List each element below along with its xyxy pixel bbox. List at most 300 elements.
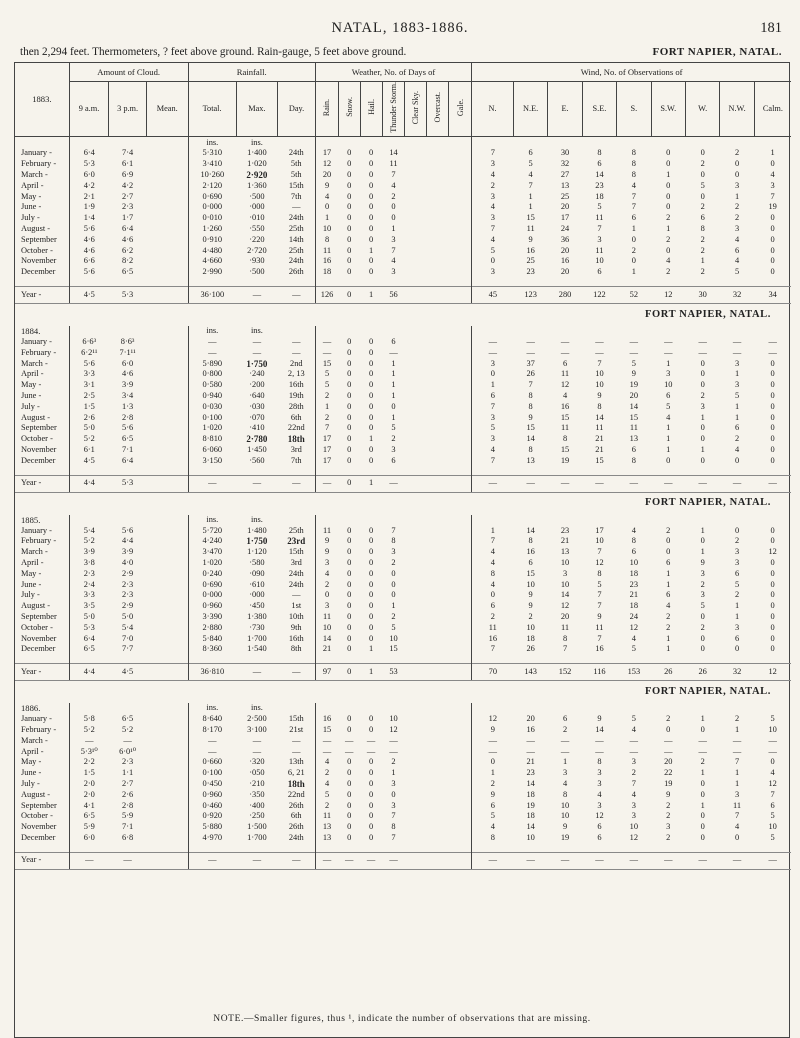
year-total-cell: — xyxy=(236,287,278,304)
data-cell: — xyxy=(292,347,301,357)
units-cell xyxy=(109,703,147,714)
data-cell xyxy=(146,445,188,456)
spacer-cell xyxy=(449,655,472,664)
year-total-cell: 1 xyxy=(360,664,382,681)
cloud-group-header: Amount of Cloud. xyxy=(69,63,188,82)
data-cell xyxy=(427,747,449,758)
data-cell: 6 xyxy=(666,391,671,401)
data-cell: 2·0 xyxy=(69,779,109,790)
data-cell: 7 xyxy=(597,358,602,368)
weather-group-header: Weather, No. of Days of xyxy=(315,63,471,82)
data-cell: 6·4 xyxy=(69,148,109,159)
data-cell: 0 xyxy=(472,590,514,601)
data-cell: 5 xyxy=(734,391,740,401)
month-row xyxy=(15,779,791,790)
year-total-cell: 0 xyxy=(338,475,360,492)
data-cell: 0·000 xyxy=(188,590,236,601)
data-cell: 0 xyxy=(347,557,352,567)
data-cell: 8·170 xyxy=(188,725,236,736)
spacer-cell xyxy=(405,655,427,664)
spacer-cell xyxy=(651,467,685,476)
data-cell xyxy=(449,170,472,181)
month-label: February - xyxy=(21,724,57,734)
year-total-cell: 32 xyxy=(720,664,754,681)
data-cell xyxy=(449,369,472,380)
units-cell xyxy=(338,703,360,714)
data-cell: 0 xyxy=(770,423,775,433)
data-cell: — xyxy=(315,747,338,758)
year-total-cell: 152 xyxy=(548,664,582,681)
spacer-cell xyxy=(382,467,405,476)
data-cell: — xyxy=(252,337,262,347)
month-label: September xyxy=(21,611,57,621)
data-cell xyxy=(449,634,472,645)
data-cell: 7·1 xyxy=(122,445,134,454)
data-cell: 1 xyxy=(368,245,374,255)
year-total-cell: — xyxy=(382,475,405,492)
units-cell xyxy=(405,515,427,526)
data-cell: 9 xyxy=(666,789,671,799)
data-cell xyxy=(427,634,449,645)
data-cell: 22nd xyxy=(287,423,305,433)
data-cell: 0 xyxy=(347,611,352,621)
spacer-cell xyxy=(188,655,236,664)
data-cell xyxy=(146,833,188,844)
data-cell: 7 xyxy=(528,380,533,390)
data-cell: 3 xyxy=(472,413,514,424)
data-cell: 1 xyxy=(391,391,396,401)
data-cell xyxy=(405,623,427,634)
data-cell: 1 xyxy=(472,380,514,391)
data-cell: 0 xyxy=(368,714,374,724)
month-label: August - xyxy=(21,224,51,234)
year-total-cell: 52 xyxy=(617,287,651,304)
data-cell: 6 xyxy=(597,832,602,842)
data-cell: 21 xyxy=(595,445,604,454)
units-cell xyxy=(69,703,109,714)
data-cell: — xyxy=(345,746,354,756)
year-total-cell: — xyxy=(315,852,338,869)
data-cell: 20 xyxy=(560,202,570,212)
data-cell: 4·6 xyxy=(122,369,134,379)
spacer-cell xyxy=(360,278,382,287)
units-cell xyxy=(278,515,316,526)
data-cell xyxy=(427,526,449,537)
data-cell: 10 xyxy=(560,579,570,589)
data-cell: 3·8 xyxy=(69,558,109,569)
data-cell: 9 xyxy=(528,234,533,244)
data-cell: 5·3¹⁰ xyxy=(69,747,109,758)
spacer-cell xyxy=(405,844,427,853)
data-cell xyxy=(146,192,188,203)
year-total-cell xyxy=(146,664,188,681)
data-cell: 5·6 xyxy=(69,224,109,235)
data-cell: 5 xyxy=(770,832,775,842)
station-title: FORT NAPIER, NATAL. xyxy=(652,46,782,58)
data-cell xyxy=(405,224,427,235)
year-total-cell: 97 xyxy=(315,664,338,681)
data-cell: 0 xyxy=(700,611,705,621)
data-cell: 5 xyxy=(631,358,636,368)
data-cell: 1·480 xyxy=(247,525,267,535)
data-cell: 9 xyxy=(315,536,338,547)
year-total-cell: 56 xyxy=(382,287,405,304)
data-cell: 26 xyxy=(526,369,535,379)
data-cell: 9 xyxy=(562,822,568,832)
data-cell: 2 xyxy=(666,714,671,724)
data-cell: 2·6 xyxy=(69,413,109,424)
data-cell: ·200 xyxy=(249,380,265,390)
data-cell: ·250 xyxy=(249,811,265,821)
month-row xyxy=(15,790,791,801)
data-cell: 0·960 xyxy=(188,601,236,612)
month-label: March - xyxy=(21,358,48,368)
data-cell: 1·7 xyxy=(122,213,134,223)
data-cell xyxy=(449,590,472,601)
data-cell: 1 xyxy=(472,768,514,779)
units-cell xyxy=(278,137,316,149)
data-cell xyxy=(405,267,427,278)
data-cell: 0·030 xyxy=(188,402,236,413)
data-cell: 16th xyxy=(288,380,304,390)
data-cell: 4 xyxy=(562,391,568,401)
data-cell: 22nd xyxy=(287,789,305,799)
footnote: NOTE.—Smaller figures, thus ¹, indicate the number of observations that are missing. xyxy=(213,1014,591,1024)
data-cell xyxy=(146,779,188,790)
data-cell xyxy=(427,423,449,434)
data-cell: 4 xyxy=(666,601,671,611)
data-cell: 0 xyxy=(347,622,352,632)
units-cell xyxy=(405,703,427,714)
column-header-label: Rain. xyxy=(322,98,332,116)
data-cell: 0 xyxy=(347,159,352,169)
column-header-wind-4 xyxy=(617,82,651,137)
spacer-cell xyxy=(338,467,360,476)
data-cell: 0·800 xyxy=(188,369,236,380)
data-cell: 0 xyxy=(770,256,775,266)
data-cell: 0 xyxy=(368,789,374,799)
data-cell: 6 xyxy=(734,423,740,433)
data-cell: 1 xyxy=(666,170,671,180)
data-cell: 4 xyxy=(315,192,338,203)
data-cell: — xyxy=(315,337,338,348)
column-header-weather-3 xyxy=(382,82,405,137)
year-total-cell: 143 xyxy=(513,664,547,681)
data-cell: 1·120 xyxy=(247,547,267,557)
month-label: January - xyxy=(21,525,52,535)
units-cell xyxy=(449,326,472,337)
data-cell: 13 xyxy=(315,833,338,844)
data-cell xyxy=(146,202,188,213)
data-cell: 3 xyxy=(472,434,514,445)
units-cell xyxy=(754,326,791,337)
data-cell: 0 xyxy=(347,724,352,734)
data-cell: — xyxy=(698,347,707,357)
units-cell xyxy=(449,137,472,149)
data-cell xyxy=(146,736,188,747)
data-cell: 0 xyxy=(700,148,705,158)
data-cell: 0 xyxy=(700,170,705,180)
data-cell: 9 xyxy=(528,412,533,422)
year-total-cell: 36·100 xyxy=(188,287,236,304)
data-cell xyxy=(146,235,188,246)
year-total-cell: — xyxy=(188,852,236,869)
data-cell: 8 xyxy=(700,224,705,234)
data-cell: 0 xyxy=(347,579,352,589)
data-cell: 2 xyxy=(666,800,671,810)
data-cell: 4·970 xyxy=(188,833,236,844)
spacer-cell xyxy=(146,844,188,853)
month-label: January - xyxy=(21,337,52,347)
data-cell: 0 xyxy=(472,256,514,267)
data-cell: 3 xyxy=(391,234,396,244)
data-cell: 6·4 xyxy=(122,224,134,234)
data-cell xyxy=(427,601,449,612)
month-row xyxy=(15,413,791,424)
data-cell: 21 xyxy=(560,536,570,546)
data-cell xyxy=(405,445,427,456)
data-cell: 7 xyxy=(472,536,514,547)
spacer-cell xyxy=(69,467,109,476)
spacer-cell xyxy=(338,844,360,853)
data-cell: 0 xyxy=(700,811,705,821)
month-label: July - xyxy=(21,778,40,788)
data-cell: 2·3 xyxy=(122,579,134,589)
year-total-cell: — xyxy=(617,475,651,492)
data-cell: 0 xyxy=(770,455,775,465)
section-title: FORT NAPIER, NATAL. xyxy=(645,685,771,697)
data-cell: 2·1 xyxy=(69,192,109,203)
data-cell xyxy=(405,747,427,758)
month-row xyxy=(15,714,791,725)
data-cell: 1 xyxy=(700,714,705,724)
units-cell xyxy=(720,515,754,526)
spacer-cell xyxy=(382,844,405,853)
data-cell: 0 xyxy=(347,234,352,244)
data-cell xyxy=(449,580,472,591)
data-cell: 0 xyxy=(347,832,352,842)
column-header-weather-2 xyxy=(360,82,382,137)
data-cell: 12 xyxy=(560,601,570,611)
data-cell: 4·4 xyxy=(122,536,134,546)
data-cell: 22 xyxy=(664,768,673,778)
data-cell: 1·020 xyxy=(188,423,236,434)
data-cell: 15th xyxy=(288,714,304,724)
data-cell xyxy=(405,456,427,467)
year-total-cell: — xyxy=(472,852,514,869)
data-cell: 6 xyxy=(597,822,602,832)
data-cell: 3·410 xyxy=(188,159,236,170)
data-cell: 3 xyxy=(734,180,740,190)
data-cell: 6·2 xyxy=(122,245,134,255)
column-header-wind-2 xyxy=(548,82,582,137)
data-cell: 3·390 xyxy=(188,612,236,623)
data-cell: 0·940 xyxy=(188,391,236,402)
data-cell: 14 xyxy=(526,778,535,788)
data-cell: — xyxy=(292,590,301,600)
spacer-cell xyxy=(338,655,360,664)
data-cell: 0 xyxy=(347,568,352,578)
year-total-cell: 53 xyxy=(382,664,405,681)
year-total-cell: — xyxy=(69,852,109,869)
data-cell: 1 xyxy=(391,369,396,379)
data-cell: 0 xyxy=(368,568,374,578)
year-total-cell xyxy=(427,287,449,304)
units-cell xyxy=(513,326,547,337)
data-cell: 9 xyxy=(597,611,602,621)
data-cell xyxy=(449,644,472,655)
year-total-cell: 4·5 xyxy=(109,664,147,681)
spacer-cell xyxy=(15,655,69,664)
data-cell: 4 xyxy=(631,525,636,535)
month-row xyxy=(15,580,791,591)
data-cell: 8 xyxy=(472,833,514,844)
year-total-cell: — xyxy=(651,475,685,492)
spacer-cell xyxy=(617,844,651,853)
data-cell: — xyxy=(698,735,707,745)
data-cell: ·070 xyxy=(249,412,265,422)
data-cell: 4 xyxy=(315,757,338,768)
data-cell: — xyxy=(664,746,673,756)
data-cell: 0 xyxy=(368,412,374,422)
units-cell xyxy=(617,703,651,714)
month-row xyxy=(15,192,791,203)
data-cell: 7 xyxy=(472,224,514,235)
data-cell: 4 xyxy=(315,569,338,580)
data-cell: 1 xyxy=(700,768,705,778)
data-cell: 2 xyxy=(700,391,705,401)
data-cell: ·090 xyxy=(249,568,265,578)
data-cell: — xyxy=(629,746,639,756)
year-total-cell: 32 xyxy=(720,287,754,304)
data-cell: 37 xyxy=(526,358,535,368)
data-cell: 0 xyxy=(347,811,352,821)
data-cell: 8 xyxy=(528,445,533,454)
data-cell: 16 xyxy=(472,634,514,645)
data-cell: 8 xyxy=(631,159,636,169)
spacer-cell xyxy=(513,655,547,664)
data-cell: 3 xyxy=(472,213,514,224)
data-cell xyxy=(449,601,472,612)
month-label: September xyxy=(21,423,57,433)
data-cell: 7 xyxy=(391,170,396,180)
data-cell: 1 xyxy=(631,267,636,277)
data-cell xyxy=(146,359,188,370)
data-cell: 1 xyxy=(700,525,705,535)
data-cell: 18 xyxy=(526,633,535,643)
spacer-cell xyxy=(315,844,338,853)
data-cell xyxy=(405,256,427,267)
year-total-cell: 4·4 xyxy=(69,664,109,681)
data-cell: 4 xyxy=(770,170,775,180)
units-cell xyxy=(315,137,338,149)
data-cell: 0 xyxy=(347,369,352,379)
data-cell: 1 xyxy=(666,423,671,433)
data-cell: 20 xyxy=(560,245,570,255)
data-cell: 2 xyxy=(666,525,671,535)
data-cell: 6 xyxy=(770,800,775,810)
data-cell: 11 xyxy=(315,811,338,822)
wind-group-header: Wind, No. of Observations of xyxy=(472,63,791,82)
year-total-cell: 280 xyxy=(548,287,582,304)
year-total-cell: — xyxy=(278,287,316,304)
data-cell xyxy=(427,811,449,822)
data-cell: 0 xyxy=(770,644,775,654)
data-cell: 23 xyxy=(560,525,570,535)
month-label: June - xyxy=(21,391,42,401)
column-header-label: 9 a.m. xyxy=(78,103,100,113)
data-cell: 1 xyxy=(391,224,396,234)
data-cell xyxy=(427,170,449,181)
month-row xyxy=(15,757,791,768)
column-header-weather-6 xyxy=(449,82,472,137)
data-cell: 1 xyxy=(391,601,396,611)
data-cell: 4 xyxy=(631,789,636,799)
units-cell xyxy=(69,515,109,526)
year-total-cell: 70 xyxy=(472,664,514,681)
data-cell: 3 xyxy=(734,380,740,390)
month-row xyxy=(15,391,791,402)
data-cell: 19 xyxy=(526,800,535,810)
data-cell: 8 xyxy=(528,401,533,411)
data-cell xyxy=(449,558,472,569)
month-row xyxy=(15,558,791,569)
data-cell xyxy=(449,456,472,467)
data-cell: 0 xyxy=(770,412,775,422)
year-total-cell xyxy=(405,664,427,681)
data-cell: 8 xyxy=(631,455,636,465)
data-cell xyxy=(146,801,188,812)
data-cell: 0 xyxy=(770,401,775,411)
data-cell: 6·6³ xyxy=(69,337,109,348)
column-header-label: Total. xyxy=(202,103,222,113)
data-cell: 11 xyxy=(389,159,398,169)
data-cell: — xyxy=(389,746,398,756)
data-cell: 30 xyxy=(560,148,570,158)
data-cell: 2 xyxy=(315,413,338,424)
data-cell: 3 xyxy=(734,224,740,234)
data-cell: 3 xyxy=(315,601,338,612)
data-cell: 18th xyxy=(287,434,305,445)
data-cell: 8 xyxy=(631,148,636,158)
data-cell: 2 xyxy=(315,391,338,402)
data-cell: 1·260 xyxy=(188,224,236,235)
section-title-row xyxy=(15,492,791,515)
data-cell: 0 xyxy=(347,213,352,223)
data-cell: 2·4 xyxy=(69,580,109,591)
data-cell: 3 xyxy=(315,558,338,569)
month-label: November xyxy=(21,256,57,266)
year-total-cell: — xyxy=(548,852,582,869)
data-cell: 1 xyxy=(666,579,671,589)
data-cell: — xyxy=(188,337,236,348)
data-cell: 20 xyxy=(560,267,570,277)
units-cell xyxy=(685,703,719,714)
data-cell xyxy=(146,558,188,569)
data-cell: 2·9 xyxy=(122,601,134,611)
data-cell xyxy=(146,256,188,267)
data-cell: 0 xyxy=(368,391,374,401)
data-cell: 1 xyxy=(472,526,514,537)
data-cell: 1·380 xyxy=(247,611,267,621)
data-cell: 3 xyxy=(631,800,636,810)
month-row xyxy=(15,256,791,267)
spacer-cell xyxy=(472,655,514,664)
data-cell: 6·5 xyxy=(122,434,134,444)
month-row xyxy=(15,623,791,634)
data-cell: 0 xyxy=(368,358,374,368)
spacer-cell xyxy=(15,467,69,476)
